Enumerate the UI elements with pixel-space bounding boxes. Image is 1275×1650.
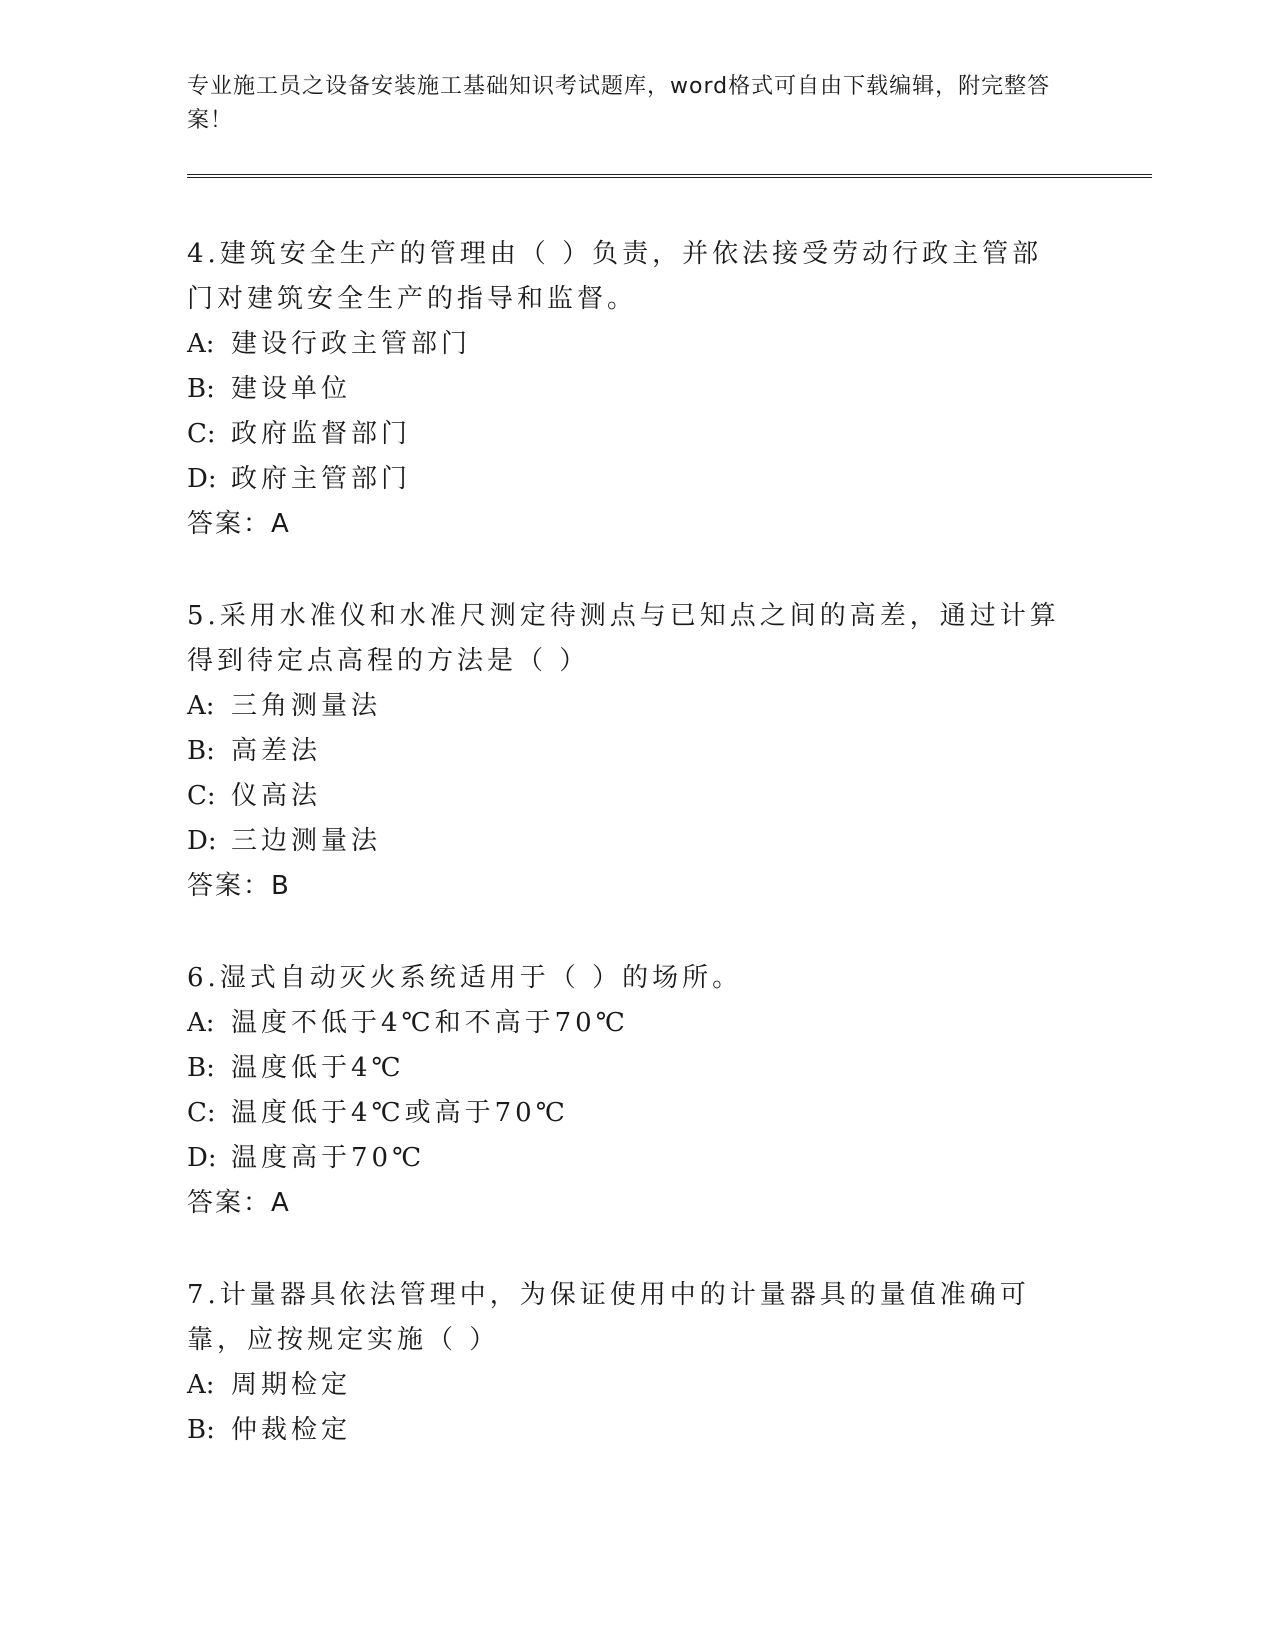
- option-a: [187, 684, 1147, 729]
- option-letter: B:: [187, 736, 215, 766]
- question-6: [187, 956, 1147, 1226]
- option-a: [187, 1001, 1147, 1046]
- question-stem: 5.采用水准仪和水准尺测定待测点与已知点之间的高差，通过计算得到待定点高程的方法是（ ）: [187, 601, 1060, 676]
- option-c: [187, 774, 1147, 819]
- option-b: [187, 729, 1147, 774]
- document-page: [187, 70, 1147, 1500]
- answer: 答案：B: [187, 871, 291, 901]
- option-text: 温度低于4℃: [231, 1053, 405, 1083]
- option-a: [187, 1363, 1147, 1408]
- option-letter: B:: [187, 374, 215, 404]
- option-d: [187, 819, 1147, 864]
- option-b: [187, 1046, 1147, 1091]
- answer: 答案：A: [187, 1188, 291, 1218]
- option-text: 政府主管部门: [231, 464, 412, 494]
- option-text: 温度高于70℃: [231, 1143, 426, 1173]
- option-a: [187, 322, 1147, 367]
- option-text: 三边测量法: [231, 826, 382, 856]
- option-b: [187, 1408, 1147, 1453]
- option-text: 仪高法: [231, 781, 322, 811]
- question-stem: 4.建筑安全生产的管理由（ ）负责，并依法接受劳动行政主管部门对建筑安全生产的指导和监督。: [187, 239, 1043, 314]
- option-text: 仲裁检定: [231, 1415, 352, 1445]
- option-text: 周期检定: [231, 1370, 352, 1400]
- option-letter: D:: [187, 464, 217, 494]
- option-text: 温度不低于4℃和不高于70℃: [231, 1008, 629, 1038]
- question-4: [187, 232, 1147, 547]
- question-list: [187, 232, 1147, 1453]
- option-d: [187, 457, 1147, 502]
- option-letter: D:: [187, 1143, 217, 1173]
- option-text: 高差法: [231, 736, 322, 766]
- option-letter: B:: [187, 1053, 215, 1083]
- option-letter: C:: [187, 419, 216, 449]
- option-letter: A:: [187, 1370, 215, 1400]
- option-letter: C:: [187, 781, 216, 811]
- answer: 答案：A: [187, 509, 291, 539]
- option-c: [187, 412, 1147, 457]
- question-5: [187, 594, 1147, 909]
- option-c: [187, 1091, 1147, 1136]
- option-text: 建设行政主管部门: [231, 329, 472, 359]
- option-text: 政府监督部门: [231, 419, 412, 449]
- header-divider: [187, 174, 1152, 178]
- option-letter: C:: [187, 1098, 216, 1128]
- question-stem: 6.湿式自动灭火系统适用于（ ）的场所。: [187, 963, 743, 993]
- option-letter: B:: [187, 1415, 215, 1445]
- option-text: 建设单位: [231, 374, 352, 404]
- option-text: 温度低于4℃或高于70℃: [231, 1098, 569, 1128]
- option-text: 三角测量法: [231, 691, 382, 721]
- option-d: [187, 1136, 1147, 1181]
- option-letter: A:: [187, 1008, 215, 1038]
- question-7: [187, 1273, 1147, 1453]
- option-b: [187, 367, 1147, 412]
- question-stem: 7.计量器具依法管理中，为保证使用中的计量器具的量值准确可靠，应按规定实施（ ）: [187, 1280, 1030, 1355]
- option-letter: A:: [187, 329, 215, 359]
- document-header: 专业施工员之设备安装施工基础知识考试题库，word格式可自由下载编辑，附完整答案！: [187, 74, 1051, 133]
- option-letter: A:: [187, 691, 215, 721]
- option-letter: D:: [187, 826, 217, 856]
